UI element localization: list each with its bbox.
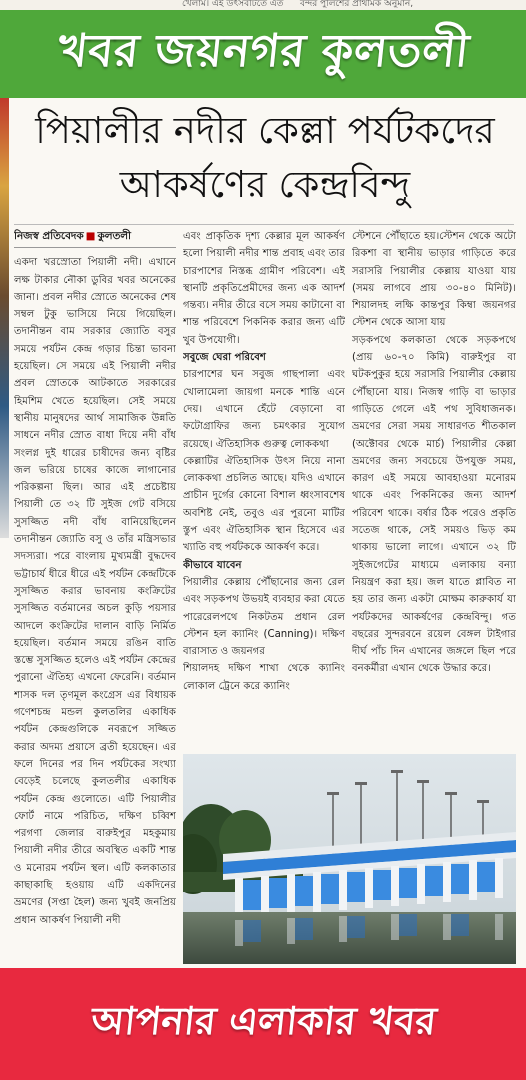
column-1-paragraph: একদা খরস্রোতা পিয়ালী নদী। এখানে লক্ষ টাকার নৌকা ডুবির খবর অনেকের জানা। প্রবল নদীর স্রোতে অনেকের শেষ সম্বল টুকু ভাসিয়ে নিয়ে গিয়েছিল। তদানীন্তন বাম সরকার জ্যোতি বসুর সময়ে পর্যটন কেন্দ্র গড়ার চিন্তা ভাবনা হয়েছিল। সে সময়ে এই পিয়ালী নদীর প্রবল স্রোতকে আটকাতে সরকারের হিমশিম খেতে হয়েছিল। সেই সময়ে স্থানীয় মানুষদের আর্থ সামাজিক উন্নতি সাধনে নদীর স্রোত বাধা দিয়ে নদী বাঁধ সংলগ্ন দুই ধারের চাষীদের জন্য বৃষ্টির জল ভরিয়ে চাষের কাজে লাগানোর পরিকল্পনা ছিল। আর এই প্রচেষ্টায় পিয়ালী তে ৩২ টি সুইজ গেট বসিয়ে সুসজ্জিত নদী বাঁধ বানিয়েছিলেন তদানীন্তন জ্যোতি বসু ও তাঁর মন্ত্রিসভার সদস্যরা। পরে বাংলায় মুখ্যমন্ত্রী বুদ্ধদেব ভট্টাচার্য ধীরে ধীরে এই পর্যটন কেন্দ্রটিকে সুসজ্জিত করার ভাবনায় কংক্রিটের সুসজ্জিত বর্তমানের অচল কুড়ি পয়সার আদলে কংক্রিটের দালান বাড়ি নির্মিত হয়েছিল। বর্তমান সময়ে রঙিন বাতি স্তম্ভে সুসজ্জিত হলেও এই পর্যটন কেন্দ্রের পুরানো ঐতিহ্য এখনো ফেরেনি। বর্তমান শাসক দল তৃণমূল কংগ্রেস এর বিধায়ক গণেশচন্দ্র মন্ডল কুলতলির একাধিক পর্যটন কেন্দ্রগুলিকে নবরূপে সজ্জিত করার অদম্য প্রয়াসে ব্রতী হয়েছেন। এর ফলে দিনের পর দিন পর্যটকের সংখ্যা বেড়েই চলেছে কুলতলীর একাধিক পর্যটন কেন্দ্র গুলোতে। এটি পিয়ালীর ফোর্ট নামে পরিচিত, দক্ষিণ চব্বিশ পরগণা জেলার বারুইপুর মহকুমায় পিয়ালী নদীর তীরে অবস্থিত একটি শান্ত ও মনোরম পর্যটন স্থল। এটি কলকাতার কাছাকাছি হওয়ায় এটি একদিনের ভ্রমণের (সপ্তা হৈল) জন্য খুবই জনপ্রিয় প্রধান আকর্ষণ পিয়ালী নদী — [14, 257, 176, 926]
bottom-banner — [0, 968, 526, 1080]
side-photo-edge — [0, 98, 9, 538]
article-column-2 — [183, 228, 345, 738]
subheading-green: সবুজে ঘেরা পরিবেশ — [183, 352, 266, 364]
top-banner — [0, 10, 526, 98]
column-2-paragraph: এবং প্রাকৃতিক দৃশ্য কেল্লার মূল আকর্ষণ হলো পিয়ালী নদীর শান্ত প্রবাহ এবং তার চারপাশের নিস্তব্ধ গ্রামীণ পরিবেশ। এই স্থানটি প্রকৃতিপ্রেমীদের জন্য এক আদর্শ গন্তব্য। নদীর তীরে বসে সময় কাটানো বা শান্ত পরিবেশে পিকনিক করার জন্য এটি খুব উপযোগী। — [183, 231, 345, 346]
strip-right-text: বন্দর পুলিশের প্রাথমিক অনুমান, — [300, 0, 414, 9]
column-3-paragraph: স্টেশনে পৌঁছাতে হয়।স্টেশন থেকে অটো রিকশা বা স্থানীয় ভাড়ার গাড়িতে করে সরাসরি পিয়ালীর কেল্লায় যাওয়া যায় (সময় লাগবে প্রায় ৩০-৪০ মিনিট)। শিয়ালদহ লক্ষি কান্তপুর কিম্বা জয়নগর স্টেশন থেকে আসা যায় — [352, 231, 516, 329]
article-column-3 — [352, 228, 516, 738]
column-3-paragraph: সড়কপথে কলকাতা থেকে সড়কপথে (প্রায় ৬০-৭০ কিমি) বারুইপুর বা ঘটকপুকুর হয়ে সরাসরি পিয়ালীর কেল্লায় পৌঁছানো যায়। নিজস্ব গাড়ি বা ভাড়ার গাড়িতে গেলে এই পথ সুবিধাজনক।ভ্রমণের সেরা সময় সাধারণত শীতকাল (অক্টোবর থেকে মার্চ) পিয়ালীর কেল্লা ভ্রমণের জন্য সবচেয়ে উপযুক্ত সময়, কারণ এই সময়ে আবহাওয়া মনোরম থাকে এবং পিকনিকের জন্য আদর্শ পরিবেশ থাকে। বর্ষার ঠিক পরেও প্রকৃতি সতেজ থাকে, সেই সময়ও ভিড় কম থাকায় ভালো লাগে। এখানে ৩২ টি সুইজগেটের মাধ্যমে এলাকায় বন্যা নিয়ন্ত্রণ করা হয়। জল যাতে প্লাবিত না হয় তার জন্য একটা মোক্ষম কারুকার্য যা পর্যটকদের আকর্ষণের কেন্দ্রবিন্দু। গত বছরের সুন্দরবনে রয়েল বেঙ্গল টাইগার দীর্ঘ পাঁচ দিন এখানের জঙ্গলে ছিল পরে বনকর্মীরা এখান থেকে উদ্ধার করে। — [352, 334, 516, 675]
top-banner-title: খবর জয়নগর কুলতলী — [55, 23, 472, 77]
sluice-gate-photo — [183, 754, 516, 964]
headline-line-1: পিয়ালীর নদীর কেল্লা পর্যটকদের — [35, 109, 495, 152]
subheading-how-to-go: কীভাবে যাবেন — [183, 559, 242, 571]
headline-rule — [14, 224, 514, 225]
column-2-paragraph: শিয়ালদহ দক্ষিণ শাখা থেকে ক্যানিং লোকাল ট্রেনে করে ক্যানিং — [183, 663, 345, 692]
sluice-gate-illustration — [183, 754, 516, 964]
column-2-paragraph: কেল্লাটির ঐতিহাসিক উৎস নিয়ে নানা লোককথা প্রচলিত আছে। যদিও এখানে প্রাচীন দুর্গের কোনো বিশাল ধ্বংসাবশেষ অবশিষ্ট নেই, তবুও এর পুরনো মাটির স্তুপ এবং ঐতিহাসিক স্থান হিসেবে এর খ্যাতি বহু পর্যটককে আকর্ষণ করে। — [183, 455, 345, 554]
byline-place: কুলতলী — [97, 230, 131, 242]
bottom-banner-title: আপনার এলাকার খবর — [88, 999, 439, 1043]
byline: নিজস্ব প্রতিবেদক ■ কুলতলী — [14, 228, 176, 248]
article-headline — [10, 104, 520, 222]
article-column-1 — [14, 228, 176, 968]
column-2-paragraph: চারপাশের ঘন সবুজ গাছপালা এবং খোলামেলা জায়গা মনকে শান্তি এনে দেয়। এখানে হেঁটে বেড়ানো বা ফটোগ্রাফির জন্য চমৎকার সুযোগ রয়েছে। ঐতিহাসিক গুরুত্ব লোককথা — [183, 369, 345, 450]
column-2-paragraph: পিয়ালীর কেল্লায় পৌঁছানোর জন্য রেল এবং সড়কপথ উভয়ই ব্যবহার করা যেতে পারেরেলপথে নিকটতম প্রধান রেল স্টেশন হল ক্যানিং (Canning)। দক্ষিণ বারাসাত ও জয়নগর — [183, 576, 345, 658]
byline-reporter: নিজস্ব প্রতিবেদক — [14, 230, 84, 242]
strip-left-text: খেলাম। এই উৎসবটিতে এত — [182, 0, 284, 9]
previous-article-strip — [0, 0, 526, 10]
headline-line-2: আকর্ষণের কেন্দ্রবিন্দু — [119, 163, 411, 206]
